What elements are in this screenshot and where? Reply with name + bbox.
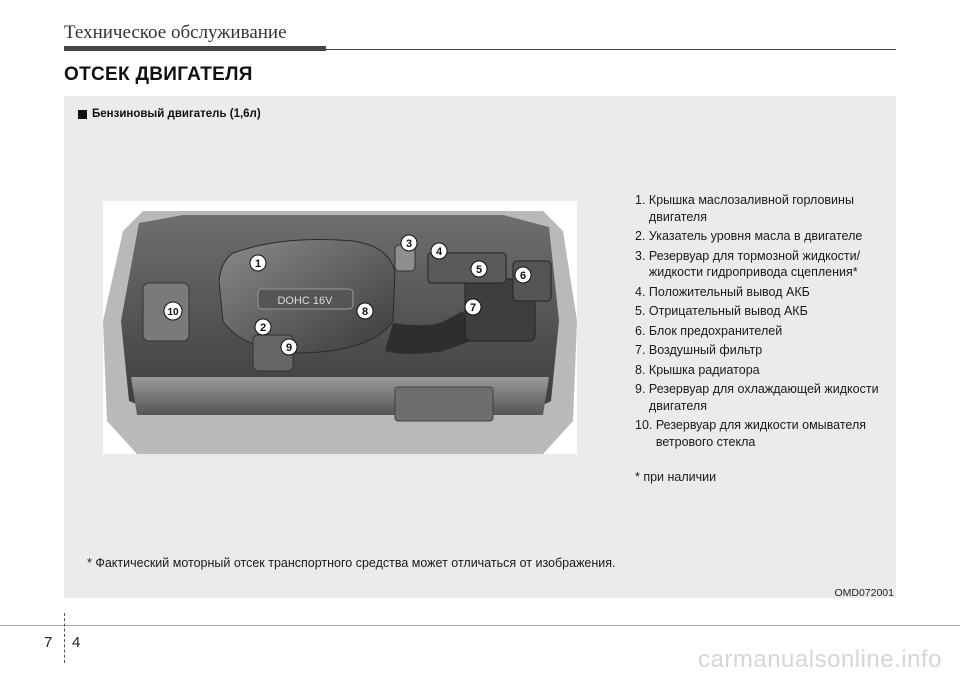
legend-text: Крышка маслозаливной горловины двигателя	[648, 193, 854, 224]
legend-text: Крышка радиатора	[648, 362, 760, 377]
legend-text: Отрицательный вывод АКБ	[648, 304, 808, 318]
legend-item	[635, 248, 885, 281]
legend-item	[635, 323, 885, 340]
legend-num: 4.	[635, 284, 649, 299]
square-bullet-icon	[78, 110, 87, 119]
legend-text: Воздушный фильтр	[648, 343, 763, 357]
footer-rule	[0, 625, 960, 626]
legend-item	[635, 284, 885, 301]
legend-item	[635, 362, 885, 379]
engine-panel	[64, 96, 896, 598]
legend-item	[635, 417, 885, 450]
callout-6: 6	[519, 270, 527, 282]
legend-num: 7.	[635, 343, 649, 357]
engine-label: DOHC 16V	[277, 295, 333, 307]
chapter-number: 7	[44, 634, 53, 651]
legend-item	[635, 342, 885, 359]
callout-9: 9	[285, 342, 293, 354]
legend-num: 10.	[635, 418, 656, 432]
legend-text: Блок предохранителей	[648, 323, 783, 338]
callout-5: 5	[475, 264, 483, 276]
header-bar	[64, 46, 326, 51]
legend-list	[635, 192, 885, 453]
page-number-divider	[64, 613, 65, 663]
header-rule	[326, 49, 896, 50]
legend-num: 3.	[635, 248, 649, 263]
legend-num: 5.	[635, 304, 649, 318]
legend-text: Указатель уровня масла в двигателе	[648, 229, 863, 243]
callout-4: 4	[435, 246, 443, 258]
callout-8: 8	[361, 306, 369, 318]
legend-num: 2.	[635, 229, 649, 243]
legend-text: Положительный вывод АКБ	[648, 284, 810, 299]
callout-3: 3	[405, 238, 413, 250]
image-code: OMD072001	[834, 587, 894, 599]
callout-2: 2	[259, 322, 267, 334]
legend-num: 1.	[635, 193, 649, 207]
legend-num: 6.	[635, 323, 649, 338]
callout-7: 7	[469, 302, 477, 314]
watermark: carmanualsonline.info	[698, 646, 942, 673]
legend-item	[635, 381, 885, 414]
legend-text: Резервуар для тормозной жидкости/жидкости гидропривода сцепления*	[648, 248, 861, 279]
legend-num: 8.	[635, 362, 649, 377]
callout-10: 10	[167, 307, 179, 318]
panel-subtitle-text: Бензиновый двигатель (1,6л)	[92, 108, 261, 120]
optional-footnote: * при наличии	[635, 470, 717, 484]
header-title: Техническое обслуживание	[64, 22, 287, 43]
engine-compartment-image	[103, 201, 577, 454]
legend-text: Резервуар для жидкости омывателя ветрового стекла	[655, 418, 867, 449]
legend-item	[635, 303, 885, 320]
legend-text: Резервуар для охлаждающей жидкости двигателя	[648, 382, 879, 413]
disclaimer-footnote: * Фактический моторный отсек транспортного средства может отличаться от изображения.	[87, 556, 616, 570]
legend-num: 9.	[635, 382, 649, 396]
section-title: ОТСЕК ДВИГАТЕЛЯ	[64, 64, 253, 85]
page-number: 4	[72, 634, 81, 651]
legend-item	[635, 192, 885, 225]
legend-item	[635, 228, 885, 245]
panel-subtitle	[78, 108, 261, 120]
callout-1: 1	[254, 258, 262, 270]
